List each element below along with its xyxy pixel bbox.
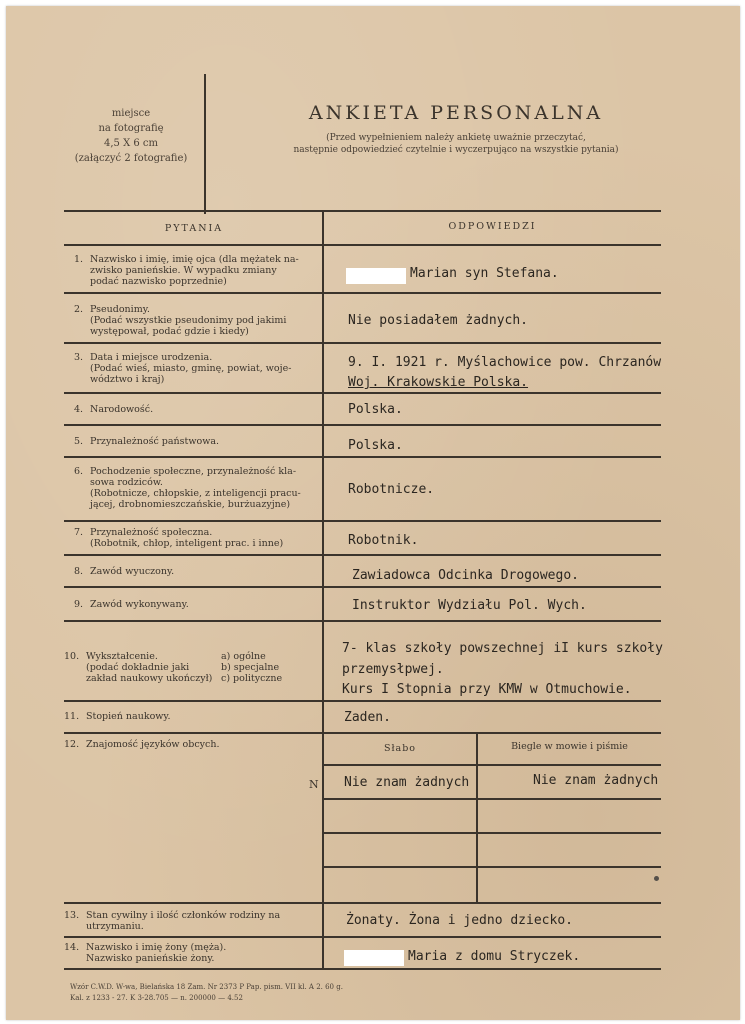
question-text: zakład naukowy ukończył) — [86, 673, 213, 684]
answer-1: Marian syn Stefana. — [410, 266, 559, 281]
question-text: (Podać wszystkie pseudonimy pod jakimi — [90, 315, 287, 326]
answer-10-line-2: przemysłpwej. — [342, 662, 444, 677]
language-header-weak: Słabo — [383, 743, 417, 754]
question-text: (Robotnicze, chłopskie, z inteligencji pracu- — [90, 488, 301, 499]
question-number: 13. — [64, 910, 80, 921]
redaction-box — [346, 268, 406, 284]
language-fluent-value: Nie znam żadnych — [533, 773, 659, 788]
question-number: 1. — [74, 254, 84, 265]
table-bottom-rule — [64, 968, 661, 970]
subtitle-line-2: następnie odpowiedzieć czytelnie i wyczerpująco na wszystkie pytania) — [293, 145, 619, 155]
answer-9: Instruktor Wydziału Pol. Wych. — [352, 598, 587, 613]
question-12 — [64, 739, 220, 750]
question-number: 10. — [64, 651, 80, 662]
photo-label-2: na fotografię — [98, 123, 164, 134]
answer-11: Zaden. — [344, 710, 391, 725]
imprint-line-1: Wzór C.W.D. W-wa, Bielańska 18 Zam. Nr 2373 P Pap. pism. VII kl. A 2. 60 g. — [70, 983, 343, 991]
answer-5: Polska. — [348, 438, 403, 453]
question-number: 12. — [64, 739, 80, 750]
question-7 — [74, 527, 283, 549]
question-11 — [64, 711, 171, 722]
question-number: 2. — [74, 304, 84, 315]
question-text: Pochodzenie społeczne, przynależność kla- — [90, 466, 297, 477]
question-8 — [74, 566, 174, 577]
redaction-box — [344, 950, 404, 966]
question-text: (Robotnik, chłop, inteligent prac. i inne) — [90, 538, 284, 549]
question-number: 3. — [74, 352, 84, 363]
question-6 — [74, 466, 301, 510]
row-rule — [64, 902, 661, 904]
question-text: Nazwisko panieńskie żony. — [86, 953, 215, 964]
question-text: jącej, drobnomieszczańskie, burżuazyjne) — [90, 499, 291, 510]
row-rule — [64, 620, 661, 622]
education-option: a) ogólne — [221, 651, 266, 662]
question-text: Zawód wyuczony. — [90, 566, 175, 577]
education-option: c) polityczne — [221, 673, 283, 684]
language-sub-rule — [324, 798, 661, 800]
question-9 — [74, 599, 189, 610]
answer-2: Nie posiadałem żadnych. — [348, 313, 529, 328]
answer-7: Robotnik. — [348, 533, 419, 548]
answer-3-line-2: Woj. Krakowskie Polska. — [348, 375, 529, 390]
question-number: 14. — [64, 942, 80, 953]
printer-imprint — [70, 982, 343, 1004]
imprint-line-2: Kal. z 1233 - 27. K 3-28.705 — n. 200000 — 4.52 — [70, 994, 243, 1002]
question-text: występował, podać gdzie i kiedy) — [90, 326, 249, 337]
question-number: 11. — [64, 711, 80, 722]
page-title: ANKIETA PERSONALNA — [308, 102, 604, 124]
photo-label-4: (załączyć 2 fotografie) — [74, 153, 188, 164]
row-rule — [64, 732, 661, 734]
row-rule — [64, 424, 661, 426]
language-sub-rule — [324, 866, 661, 868]
questionnaire-sheet — [6, 6, 740, 1020]
education-options — [221, 651, 282, 684]
photo-divider — [204, 74, 206, 214]
ink-dot — [654, 876, 659, 881]
question-text: Data i miejsce urodzenia. — [90, 352, 213, 363]
question-text: Pseudonimy. — [90, 304, 150, 315]
answer-13: Żonaty. Żona i jedno dziecko. — [346, 913, 573, 928]
question-text: Stan cywilny i ilość członków rodziny na — [86, 910, 281, 921]
question-2 — [74, 304, 286, 337]
table-column-divider — [322, 212, 324, 968]
photo-label-3: 4,5 X 6 cm — [103, 138, 158, 149]
subtitle-line-1: (Przed wypełnieniem należy ankietę uważnie przeczytać, — [326, 133, 586, 143]
language-column-divider — [476, 732, 478, 902]
question-text: Przynależność państwowa. — [90, 436, 220, 447]
stray-mark: N — [309, 778, 319, 791]
language-weak-value: Nie znam żadnych — [344, 775, 470, 790]
row-rule — [64, 936, 661, 938]
question-text: (podać dokładnie jaki — [86, 662, 190, 673]
question-text: podać nazwisko poprzednie) — [90, 276, 227, 287]
question-text: Wykształcenie. — [86, 651, 158, 662]
question-text: Nazwisko i imię, imię ojca (dla mężatek na- — [90, 254, 299, 265]
answer-6: Robotnicze. — [348, 482, 435, 497]
row-rule — [64, 520, 661, 522]
question-text: (Podać wieś, miasto, gminę, powiat, woje- — [90, 363, 292, 374]
question-1 — [74, 254, 299, 287]
answer-8: Zawiadowca Odcinka Drogowego. — [352, 568, 579, 583]
page-subtitle — [226, 132, 686, 156]
question-number: 9. — [74, 599, 84, 610]
column-header-answers: ODPOWIEDZI — [448, 221, 537, 232]
answer-4: Polska. — [348, 402, 403, 417]
question-text: Przynależność społeczna. — [90, 527, 213, 538]
row-rule — [64, 292, 661, 294]
photo-label-1: miejsce — [111, 108, 151, 119]
photo-placeholder — [66, 106, 196, 166]
answer-10-line-1: 7- klas szkoły powszechnej iI kurs szkoły — [342, 641, 663, 656]
question-text: Zawód wykonywany. — [90, 599, 189, 610]
question-text: Nazwisko i imię żony (męża). — [86, 942, 227, 953]
education-option: b) specjalne — [221, 662, 280, 673]
question-number: 7. — [74, 527, 84, 538]
question-text: Narodowość. — [90, 404, 154, 415]
question-text: utrzymaniu. — [86, 921, 144, 932]
question-text: wództwo i kraj) — [90, 374, 165, 385]
answer-3-line-1: 9. I. 1921 r. Myślachowice pow. Chrzanów — [348, 355, 662, 370]
question-4 — [74, 404, 153, 415]
question-14 — [64, 942, 226, 964]
question-text: sowa rodziców. — [90, 477, 163, 488]
question-number: 6. — [74, 466, 84, 477]
question-number: 8. — [74, 566, 84, 577]
answer-10-line-3: Kurs I Stopnia przy KMW w Otmuchowie. — [342, 682, 632, 697]
question-number: 4. — [74, 404, 84, 415]
question-number: 5. — [74, 436, 84, 447]
question-3 — [74, 352, 291, 385]
question-text: Stopień naukowy. — [86, 711, 171, 722]
question-5 — [74, 436, 219, 447]
question-13 — [64, 910, 280, 932]
column-header-questions: PYTANIA — [164, 223, 224, 234]
question-text: zwisko panieńskie. W wypadku zmiany — [90, 265, 277, 276]
row-rule — [64, 342, 661, 344]
table-top-rule — [64, 210, 661, 212]
language-header-fluent: Biegle w mowie i piśmie — [511, 741, 628, 752]
question-text: Znajomość języków obcych. — [86, 739, 220, 750]
answer-14: Maria z domu Stryczek. — [408, 949, 581, 964]
language-sub-rule — [324, 832, 661, 834]
row-rule — [64, 554, 661, 556]
question-10 — [64, 651, 212, 684]
row-rule — [64, 244, 661, 246]
language-sub-rule — [324, 764, 661, 766]
